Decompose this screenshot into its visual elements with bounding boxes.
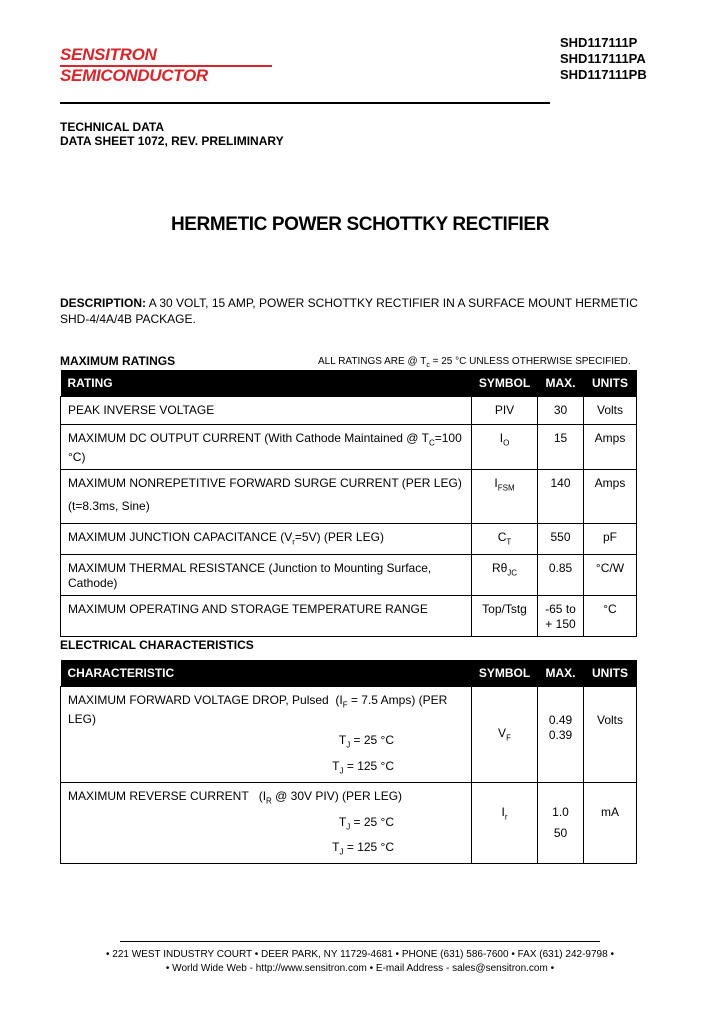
symbol-cell: $I_O$ [472,425,538,470]
symbol-cell: $C_T$ [472,524,538,554]
footer-rule [120,941,600,942]
col-header: MAX. [538,660,584,687]
table-row [61,554,637,595]
max-cell: 550 [538,524,584,554]
part-number: SHD117111PA [560,51,646,66]
table-row [61,687,637,783]
max-cell: -65 to + 150 [538,595,584,636]
units-cell: Amps [583,425,636,470]
symbol-cell: $I_r$ [472,783,538,864]
description [60,295,660,327]
rating-cell: MAXIMUM OPERATING AND STORAGE TEMPERATURE RANGE [61,595,472,636]
col-header: SYMBOL [472,660,538,687]
max-cell: 1.0 50 [538,783,584,864]
rating-cell: PEAK INVERSE VOLTAGE [61,397,472,425]
logo-line-2: SEMICONDUCTOR [60,66,208,85]
footer [0,948,720,976]
units-cell: Volts [583,397,636,425]
max-cell: 30 [538,397,584,425]
units-cell: pF [583,524,636,554]
table-row [61,783,637,864]
symbol-cell: Top/Tstg [472,595,538,636]
col-header: UNITS [583,660,636,687]
electrical-heading: ELECTRICAL CHARACTERISTICS [60,638,254,652]
max-cell: 0.49 0.39 [538,687,584,783]
symbol-cell: $V_F$ [472,687,538,783]
max-cell: 140 [538,470,584,524]
col-header: SYMBOL [472,370,538,397]
symbol-cell: $R\theta_{JC}$ [472,554,538,595]
table-row [61,397,637,425]
technical-data-label: TECHNICAL DATA [60,120,164,134]
rating-cell: MAXIMUM JUNCTION CAPACITANCE $(V_r=5V)$ (PER LEG) [61,524,472,554]
table-row [61,524,637,554]
col-header: MAX. [538,370,584,397]
footer-web: • World Wide Web - http://www.sensitron.com • E-mail Address - sales@sensitron.com • [165,963,555,974]
rating-cell: MAXIMUM DC OUTPUT CURRENT (With Cathode Maintained @ $T_C=100$ °C) [61,425,472,470]
units-cell: °C/W [583,554,636,595]
logo-line-1: SENSITRON [60,45,157,64]
max-cell: 0.85 [538,554,584,595]
table-header-row [61,370,637,397]
header-rule [60,102,550,104]
description-text: A 30 VOLT, 15 AMP, POWER SCHOTTKY RECTIFIER IN A SURFACE MOUNT HERMETIC SHD-4/4A/4B PACKAGE. [60,296,638,326]
rating-cell: MAXIMUM NONREPETITIVE FORWARD SURGE CURRENT (PER LEG) (t=8.3ms, Sine) [61,470,472,524]
ratings-note: ALL RATINGS ARE @ $T_c = 25$ °C UNLESS OTHERWISE SPECIFIED. [318,356,631,369]
characteristic-cell: MAXIMUM FORWARD VOLTAGE DROP, Pulsed ($I_F = 7.5$ Amps) (PER LEG) $T_J = 25$ °C $T_J = 125$ °C [61,687,472,783]
table-row [61,425,637,470]
page-title: HERMETIC POWER SCHOTTKY RECTIFIER [170,214,550,235]
units-cell: Volts [583,687,636,783]
document-header [60,120,284,148]
col-header: CHARACTERISTIC [61,660,472,687]
company-logo [60,46,272,85]
symbol-cell: PIV [472,397,538,425]
part-numbers [560,35,647,83]
rating-cell: MAXIMUM THERMAL RESISTANCE (Junction to Mounting Surface, Cathode) [61,554,472,595]
table-row [61,595,637,636]
part-number: SHD117111P [560,35,638,50]
data-sheet-label: DATA SHEET 1072, REV. PRELIMINARY [60,134,284,148]
description-label: DESCRIPTION: [60,296,147,310]
electrical-table [60,660,637,864]
max-ratings-table [60,370,637,637]
units-cell: mA [583,783,636,864]
part-number: SHD117111PB [560,67,647,82]
units-cell: Amps [583,470,636,524]
units-cell: °C [583,595,636,636]
max-ratings-heading: MAXIMUM RATINGS [60,354,176,368]
table-row [61,470,637,524]
col-header: UNITS [583,370,636,397]
footer-address: • 221 WEST INDUSTRY COURT • DEER PARK, NY 11729-4681 • PHONE (631) 586-7600 • FAX (631) 242-9798 • [106,949,614,960]
symbol-cell: $I_{FSM}$ [472,470,538,524]
characteristic-cell: MAXIMUM REVERSE CURRENT ($I_R$ @ 30V PIV) (PER LEG) $T_J = 25$ °C $T_J = 125$ °C [61,783,472,864]
max-cell: 15 [538,425,584,470]
table-header-row [61,660,637,687]
col-header: RATING [61,370,472,397]
